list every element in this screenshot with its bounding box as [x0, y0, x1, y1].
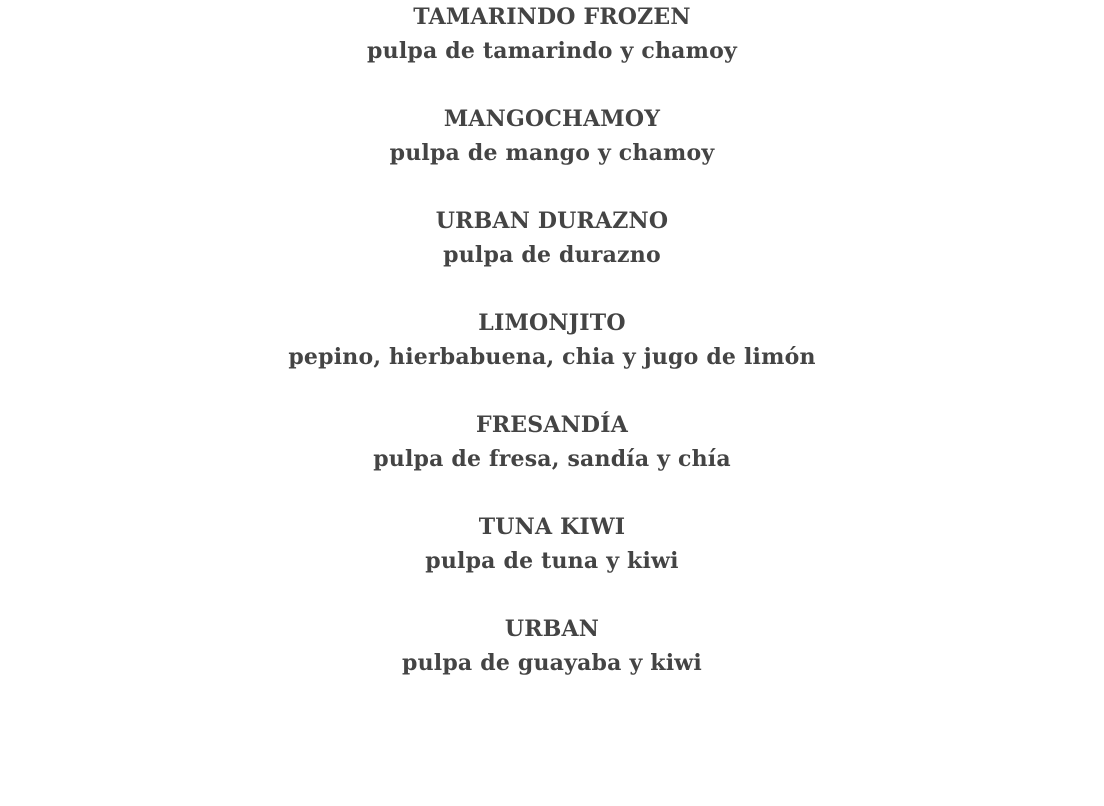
item-name: URBAN [504, 616, 600, 642]
menu-item-tamarindo-frozen [0, 0, 1104, 102]
item-description: pepino, hierbabuena, chia y jugo de limón [288, 344, 816, 370]
item-description: pulpa de tuna y kiwi [425, 548, 679, 574]
item-description: pulpa de durazno [443, 242, 661, 268]
menu-item-mangochamoy [0, 102, 1104, 204]
item-description: pulpa de guayaba y kiwi [402, 650, 702, 676]
item-name: MANGOCHAMOY [443, 106, 661, 132]
item-name: TAMARINDO FROZEN [413, 4, 691, 30]
menu-item-limonjito [0, 306, 1104, 408]
item-name: FRESANDÍA [476, 412, 628, 438]
item-description: pulpa de mango y chamoy [389, 140, 715, 166]
item-name: TUNA KIWI [478, 514, 626, 540]
item-description: pulpa de fresa, sandía y chía [373, 446, 731, 472]
menu-item-urban [0, 612, 1104, 714]
item-name: URBAN DURAZNO [435, 208, 669, 234]
item-name: LIMONJITO [478, 310, 626, 336]
item-description: pulpa de tamarindo y chamoy [367, 38, 737, 64]
menu-item-tuna-kiwi [0, 510, 1104, 612]
menu-item-fresandia [0, 408, 1104, 510]
menu-item-urban-durazno [0, 204, 1104, 306]
